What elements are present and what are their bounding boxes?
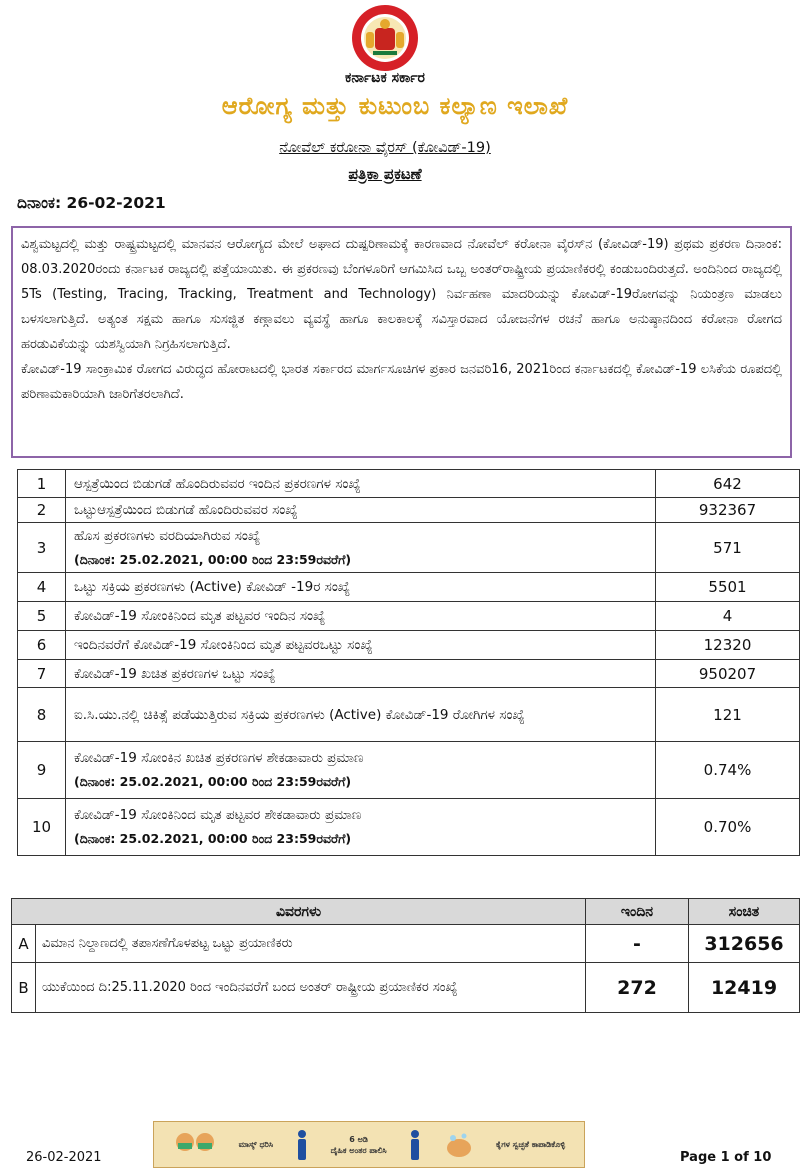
row-number: 5 (18, 602, 66, 631)
intro-paragraph-2: ಕೋವಿಡ್-19 ಸಾಂಕ್ರಾಮಿಕ ರೋಗದ ವಿರುದ್ಧದ ಹೋರಾಟದಲ್ಲಿ ಭಾರತ ಸರ್ಕಾರದ ಮಾರ್ಗಸೂಚಿಗಳ ಪ್ರಕಾರ ಜನವರಿ16, 2021ರಿಂದ ಕರ್ನಾಟಕದಲ್ಲಿ ಕೋವಿಡ್-19 ಲಸಿಕೆಯ ರೂಪದಲ್ಲಿ ಪರಿಣಾಮಕಾರಿಯಾಗಿ ಜಾರಿಗೆತರಲಾಗಿದೆ. (21, 362, 782, 402)
page-number: Page 1 of 10 (680, 1150, 772, 1165)
row-description: ಒಟ್ಟು ಸಕ್ರಿಯ ಪ್ರಕರಣಗಳು (Active) ಕೋವಿಡ್ -19ರ ಸಂಖ್ಯೆ (66, 573, 656, 602)
row-description: ಒಟ್ಟುಆಸ್ಪತ್ರೆಯಿಂದ ಬಿಡುಗಡೆ ಹೊಂದಿರುವವರ ಸಂಖ್ಯೆ (66, 498, 656, 523)
person-icon (408, 1130, 422, 1160)
table-header-row (12, 899, 800, 925)
intro-paragraph-1: ವಿಶ್ವಮಟ್ಟದಲ್ಲಿ ಮತ್ತು ರಾಷ್ಟ್ರಮಟ್ಟದಲ್ಲಿ ಮಾನವನ ಆರೋಗ್ಯದ ಮೇಲೆ ಅಘಾದ ದುಷ್ಪರಿಣಾಮಕ್ಕೆ ಕಾರಣವಾದ ನೋವೆಲ್ ಕರೋನಾ ವೈರಸ್‌ನ (ಕೋವಿಡ್-19) ಪ್ರಥಮ ಪ್ರಕರಣ ದಿನಾಂಕ: 08.03.2020ರಂದು ಕರ್ನಾಟಕ ರಾಜ್ಯದಲ್ಲಿ ಪತ್ತೆಯಾಯಿತು. ಈ ಪ್ರಕರಣವು ಬೆಂಗಳೂರಿಗೆ ಆಗಮಿಸಿದ ಒಬ್ಬ ಅಂತರ್‌ರಾಷ್ಟ್ರೀಯ ಪ್ರಯಾಣಿಕರಲ್ಲಿ ಕಂಡುಬಂದಿರುತ್ತದೆ. ಅಂದಿನಿಂದ ರಾಜ್ಯದಲ್ಲಿ 5Ts (Testing, Tracing, Tracking, Treatment and Technology) ನಿರ್ವಹಣಾ ಮಾದರಿಯನ್ನು ಕೋವಿಡ್-19ರೋಗವನ್ನು ನಿಯಂತ್ರಣ ಮಾಡಲು ಬಳಸಲಾಗುತ್ತಿದೆ. ಅತ್ಯಂತ ಸಕ್ಷಮ ಹಾಗೂ ಸುಸಜ್ಜಿತ ಕಣ್ಗಾವಲು ವ್ಯವಸ್ಥೆ ಹಾಗೂ ಕಾಲಕಾಲಕ್ಕೆ ಸವಿಸ್ತಾರವಾದ ಯೋಜನೆಗಳ ರಚನೆ ಹಾಗೂ ಅನುಷ್ಠಾನದಿಂದ ಕರೋನಾ ರೋಗದ ಹರಡುವಿಕೆಯನ್ನು ಯಶಸ್ವಿಯಾಗಿ ನಿಗ್ರಹಿಸಲಾಗುತ್ತಿದೆ. (21, 237, 782, 352)
press-release-title: ಪತ್ರಿಕಾ ಪ್ರಕಟಣೆ (348, 165, 422, 183)
row-description: ಕೋವಿಡ್-19 ಸೋಂಕಿನಿಂದ ಮೃತ ಪಟ್ಟವರ ಶೇಕಡಾವಾರು ಪ್ರಮಾಣ (74, 807, 362, 823)
distance-value: 6 ಅಡಿ (349, 1134, 368, 1144)
covid-stats-table (17, 469, 800, 856)
row-description: ಕೋವಿಡ್-19 ಸೋಂಕಿನಿಂದ ಮೃತ ಪಟ್ಟವರ ಇಂದಿನ ಸಂಖ್ಯೆ (66, 602, 656, 631)
table-row (18, 660, 800, 688)
table-row (18, 602, 800, 631)
masked-faces-icon (173, 1130, 217, 1160)
row-number: 1 (18, 470, 66, 498)
header-cumulative: ಸಂಚಿತ (689, 899, 800, 925)
row-number: 6 (18, 631, 66, 660)
travellers-table (11, 898, 800, 1013)
row-description: ಹೊಸ ಪ್ರಕರಣಗಳು ವರದಿಯಾಗಿರುವ ಸಂಖ್ಯೆ (74, 527, 261, 544)
covid-guidelines-banner (153, 1121, 585, 1168)
table-row (12, 925, 800, 963)
hand-wash-icon (444, 1130, 474, 1160)
table-row (18, 742, 800, 799)
row-cumulative-value: 312656 (689, 925, 800, 963)
table-row (18, 498, 800, 523)
karnataka-emblem-icon (343, 4, 427, 72)
row-description: ಕೋವಿಡ್-19 ಖಚಿತ ಪ್ರಕರಣಗಳ ಒಟ್ಟು ಸಂಖ್ಯೆ (66, 660, 656, 688)
row-today-value: - (586, 925, 689, 963)
row-number: 3 (18, 523, 66, 573)
person-icon (295, 1130, 309, 1160)
row-number: 4 (18, 573, 66, 602)
header-today: ಇಂದಿನ (586, 899, 689, 925)
row-value: 0.74% (656, 742, 800, 799)
row-value: 932367 (656, 498, 800, 523)
row-description: ವಿಮಾನ ನಿಲ್ದಾಣದಲ್ಲಿ ತಪಾಸಣೆಗೊಳಪಟ್ಟ ಒಟ್ಟು ಪ್ರಯಾಣಿಕರು (36, 925, 586, 963)
header-details: ವಿವರಗಳು (12, 899, 586, 925)
row-description: ಆಸ್ಪತ್ರೆಯಿಂದ ಬಿಡುಗಡೆ ಹೊಂದಿರುವವರ ಇಂದಿನ ಪ್ರಕರಣಗಳ ಸಂಖ್ಯೆ (66, 470, 656, 498)
table-row (18, 799, 800, 856)
row-date-range: (ದಿನಾಂಕ: 25.02.2021, 00:00 ರಿಂದ 23:59ರವರೆಗೆ) (74, 551, 352, 567)
document-date: ದಿನಾಂಕ: 26-02-2021 (17, 194, 166, 212)
table-row (12, 963, 800, 1013)
row-description: ಯುಕೆಯಿಂದ ದಿ:25.11.2020 ರಿಂದ ಇಂದಿನವರೆಗೆ ಬಂದ ಅಂತರ್ ರಾಷ್ಟ್ರೀಯ ಪ್ರಯಾಣಿಕರ ಸಂಖ್ಯೆ (36, 963, 586, 1013)
row-number: 9 (18, 742, 66, 799)
table-row (18, 631, 800, 660)
row-value: 121 (656, 688, 800, 742)
row-today-value: 272 (586, 963, 689, 1013)
row-value: 4 (656, 602, 800, 631)
row-description: ಐ.ಸಿ.ಯು.ನಲ್ಲಿ ಚಿಕಿತ್ಸೆ ಪಡೆಯುತ್ತಿರುವ ಸಕ್ರಿಯ ಪ್ರಕರಣಗಳು (Active) ಕೋವಿಡ್-19 ರೋಗಿಗಳ ಸಂಖ್ಯೆ (66, 688, 656, 742)
row-value: 12320 (656, 631, 800, 660)
table-row (18, 573, 800, 602)
row-value: 642 (656, 470, 800, 498)
row-value: 5501 (656, 573, 800, 602)
subject-title: ನೋವೆಲ್ ಕರೋನಾ ವೈರಸ್ (ಕೋವಿಡ್-19) (279, 140, 491, 156)
table-row (18, 470, 800, 498)
row-letter: B (12, 963, 36, 1013)
row-description: ಇಂದಿನವರೆಗೆ ಕೋವಿಡ್-19 ಸೋಂಕಿನಿಂದ ಮೃತ ಪಟ್ಟವರಒಟ್ಟು ಸಂಖ್ಯೆ (66, 631, 656, 660)
row-number: 7 (18, 660, 66, 688)
row-value: 571 (656, 523, 800, 573)
intro-box (11, 226, 792, 458)
department-title: ಆರೋಗ್ಯ ಮತ್ತು ಕುಟುಂಬ ಕಲ್ಯಾಣ ಇಲಾಖೆ (221, 92, 569, 120)
table-row (18, 688, 800, 742)
footer-date: 26-02-2021 (26, 1150, 102, 1165)
row-date-range: (ದಿನಾಂಕ: 25.02.2021, 00:00 ರಿಂದ 23:59ರವರೆಗೆ) (74, 774, 352, 789)
row-number: 2 (18, 498, 66, 523)
hands-label: ಕೈಗಳ ಸ್ವಚ್ಛತೆ ಕಾಪಾಡಿಕೊಳ್ಳಿ (495, 1140, 566, 1149)
row-description: ಕೋವಿಡ್-19 ಸೋಂಕಿನ ಖಚಿತ ಪ್ರಕರಣಗಳ ಶೇಕಡಾವಾರು ಪ್ರಮಾಣ (74, 750, 364, 766)
row-value: 950207 (656, 660, 800, 688)
distance-label: ದೈಹಿಕ ಅಂತರ ಪಾಲಿಸಿ (330, 1145, 387, 1155)
table-row (18, 523, 800, 573)
row-date-range: (ದಿನಾಂಕ: 25.02.2021, 00:00 ರಿಂದ 23:59ರವರೆಗೆ) (74, 831, 352, 846)
mask-label: ಮಾಸ್ಕ್ ಧರಿಸಿ (238, 1140, 274, 1149)
row-number: 10 (18, 799, 66, 856)
row-number: 8 (18, 688, 66, 742)
row-cumulative-value: 12419 (689, 963, 800, 1013)
row-letter: A (12, 925, 36, 963)
row-value: 0.70% (656, 799, 800, 856)
government-name: ಕರ್ನಾಟಕ ಸರ್ಕಾರ (345, 70, 425, 86)
